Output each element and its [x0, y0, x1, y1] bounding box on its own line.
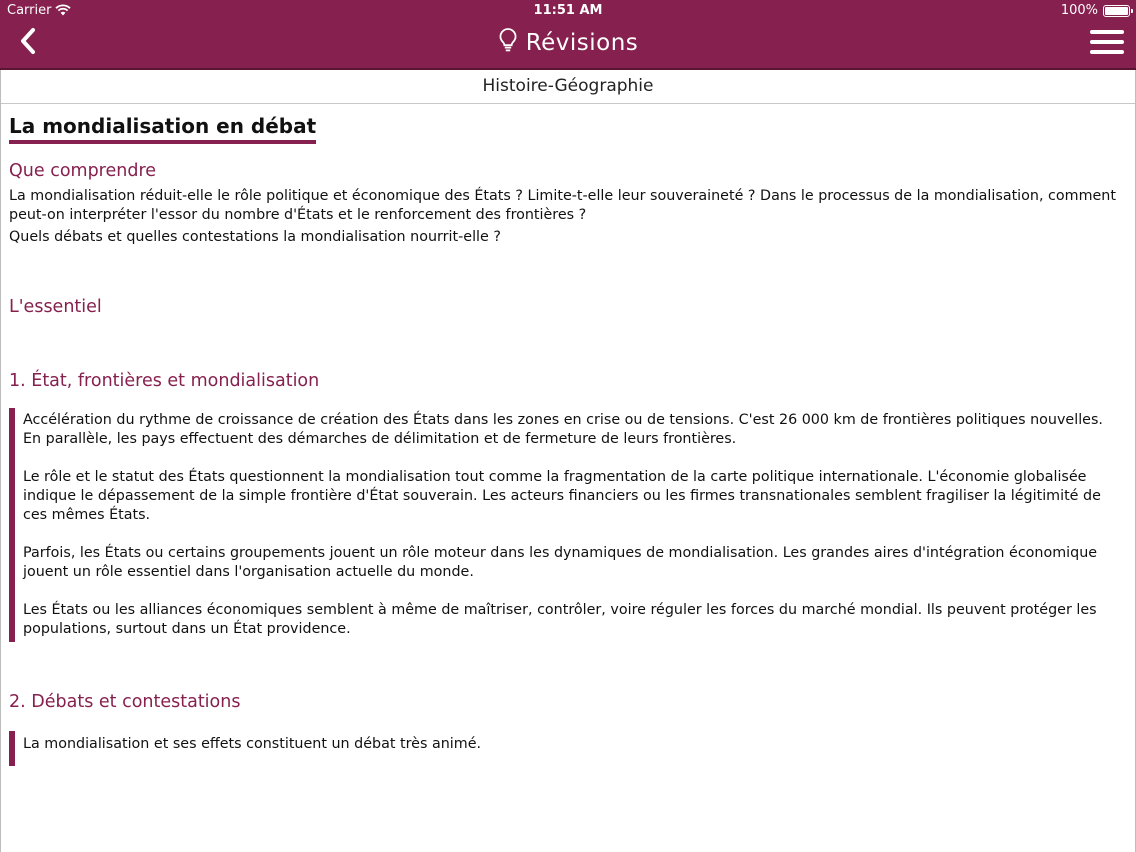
section-1-block [9, 408, 1121, 642]
section-1-paragraph: Le rôle et le statut des États questionnent la mondialisation tout comme la fragmentation de la carte politique internationale. L'économie globalisée indique le dépassement de la simple frontière d'État souverain. Les acteurs financiers ou les firmes transnationales semblent fragiliser la légitimité de ces mêmes États. [23, 469, 1101, 523]
essential-heading: L'essentiel [9, 297, 102, 317]
understand-line: Quels débats et quelles contestations la mondialisation nourrit-elle ? [9, 229, 501, 245]
nav-title-text: Révisions [525, 30, 639, 56]
section-2-heading: 2. Débats et contestations [9, 692, 241, 712]
top-bar [0, 0, 1136, 70]
section-1-paragraph: Les États ou les alliances économiques semblent à même de maîtriser, contrôler, voire réguler les forces du marché mondial. Ils peuvent protéger les populations, surtout dans un État providence. [23, 602, 1097, 637]
understand-line: La mondialisation réduit-elle le rôle politique et économique des États ? Limite-t-elle leur souveraineté ? Dans le processus de la mondialisation, comment peut-on interpréter l'essor du nombre d'États et le renforcement des frontières ? [9, 188, 1116, 223]
subject-header: Histoire-Géographie [0, 70, 1136, 104]
understand-heading: Que comprendre [9, 161, 157, 181]
understand-text [9, 187, 1121, 247]
nav-title [0, 27, 1136, 56]
section-1-paragraph: Parfois, les États ou certains groupements jouent un rôle moteur dans les dynamiques de mondialisation. Les grandes aires d'intégration économique jouent un rôle essentiel dans l'organisation actuelle du monde. [23, 545, 1098, 580]
hamburger-menu-icon[interactable] [1090, 30, 1124, 34]
lightbulb-icon [498, 27, 518, 53]
status-bar [0, 0, 1136, 22]
section-2-paragraph: La mondialisation et ses effets constituent un débat très animé. [23, 736, 482, 752]
battery-icon [1103, 5, 1130, 17]
menu-button[interactable] [1090, 30, 1124, 56]
page-title: La mondialisation en débat [9, 114, 316, 144]
content-area [9, 104, 1121, 766]
section-1-paragraph: Accélération du rythme de croissance de création des États dans les zones en crise ou de tensions. C'est 26 000 km de frontières politiques nouvelles. En parallèle, les pays effectuent des démarches de délimitation et de fermeture de leurs frontières. [23, 412, 1103, 447]
section-2-block [9, 731, 1121, 766]
carrier-label: Carrier [7, 3, 52, 18]
section-1-heading: 1. État, frontières et mondialisation [9, 371, 320, 391]
clock: 11:51 AM [533, 3, 603, 18]
battery-percentage: 100% [1060, 3, 1098, 18]
